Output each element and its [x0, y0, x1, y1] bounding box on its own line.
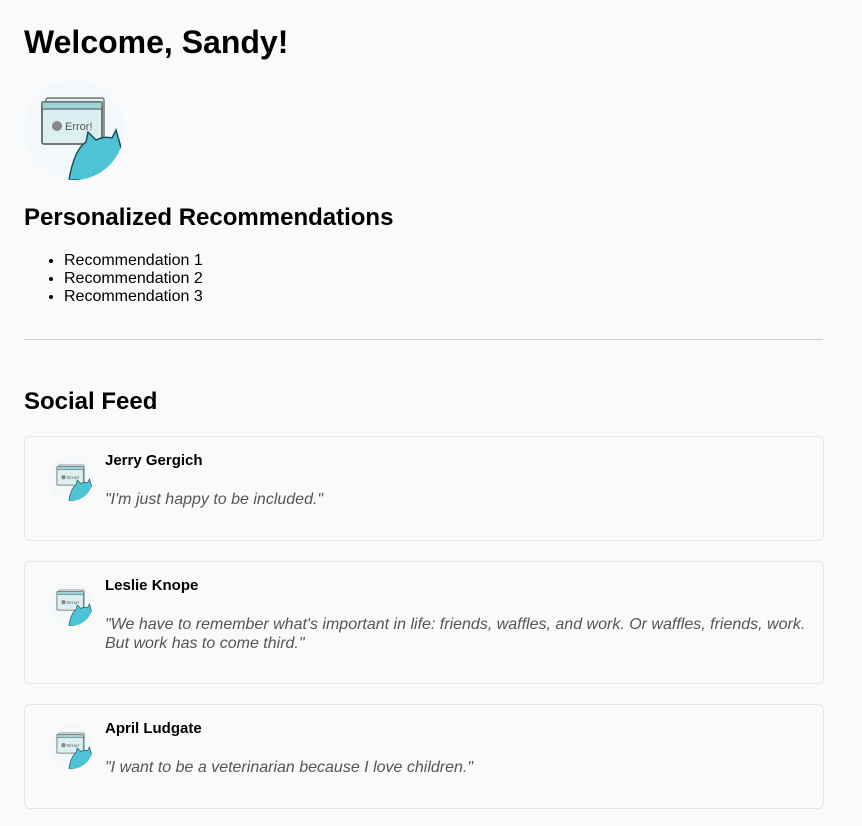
avatar-error-text: Error!: [65, 121, 93, 133]
recommendation-item: • Recommendation 1: [64, 252, 203, 270]
feed-post: [24, 436, 824, 541]
post-avatar: [49, 725, 93, 769]
page-title: Welcome, Sandy!: [24, 24, 289, 60]
recommendations-heading: Personalized Recommendations: [24, 204, 394, 231]
post-author: April Ludgate: [105, 720, 202, 737]
user-avatar: [24, 80, 124, 180]
recommendation-item: • Recommendation 3: [64, 288, 203, 306]
post-avatar: [49, 457, 93, 501]
post-quote: "We have to remember what's important in life: friends, waffles, and work. Or waffles, friends, work. But work has to come third.": [105, 616, 806, 652]
feed-post: [24, 561, 824, 684]
post-quote: "I'm just happy to be included.": [105, 491, 324, 508]
recommendation-item: • Recommendation 2: [64, 270, 203, 288]
post-avatar: [49, 582, 93, 626]
feed-post: [24, 704, 824, 809]
post-author: Leslie Knope: [105, 577, 199, 594]
recommendations-list: [24, 252, 203, 306]
post-quote: "I want to be a veterinarian because I love children.": [105, 759, 474, 776]
divider: [24, 339, 823, 340]
post-author: Jerry Gergich: [105, 452, 203, 469]
social-feed-heading: Social Feed: [24, 388, 158, 415]
error-x-icon: [52, 121, 62, 131]
